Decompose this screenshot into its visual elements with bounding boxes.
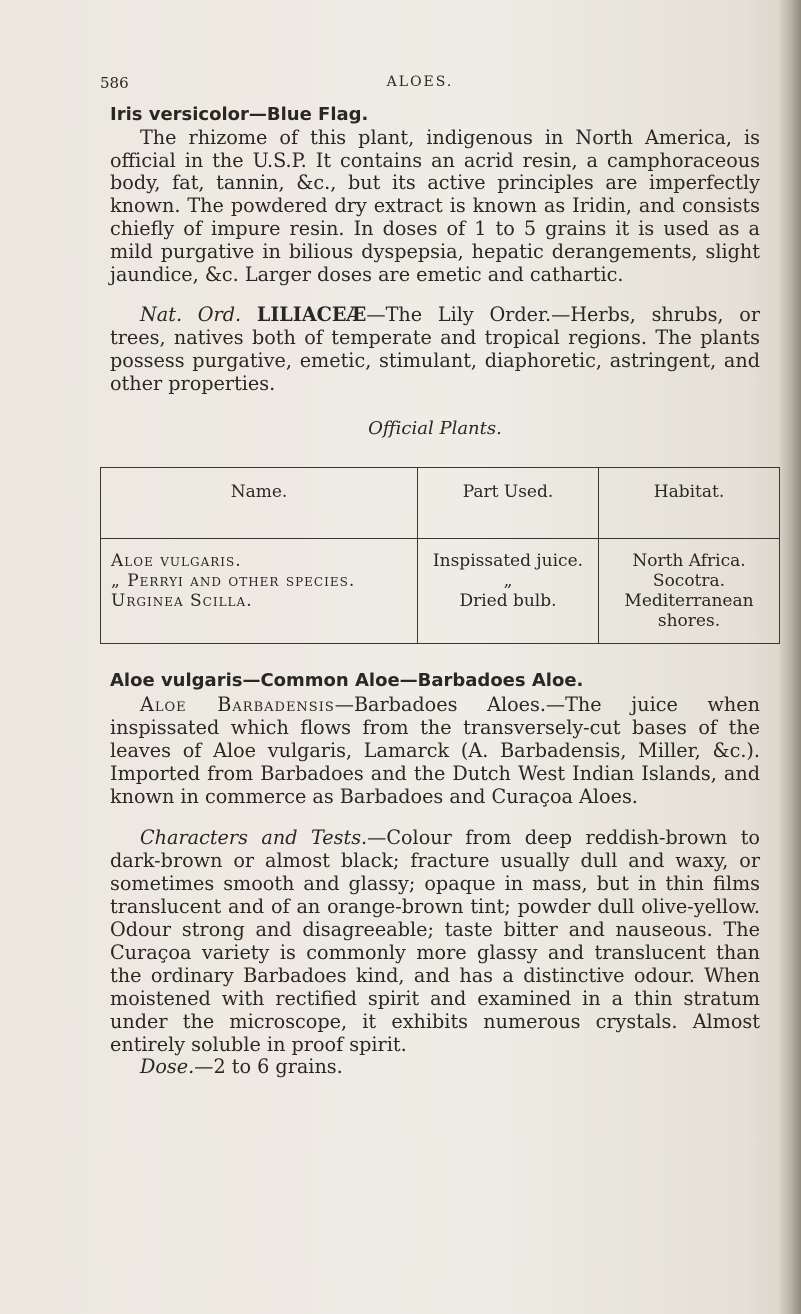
table-title: Official Plants. (368, 417, 502, 439)
page-header (100, 74, 740, 98)
aloe-barbadensis-label: Aloe Barbadensis (140, 693, 335, 717)
aloe-barbadensis-paragraph (110, 693, 760, 808)
liliaceae-name: LILIACEÆ (256, 303, 367, 327)
page-number: 586 (100, 74, 129, 92)
header-part-used: Part Used. (418, 468, 599, 539)
official-plants-table (100, 467, 780, 644)
running-head: ALOES. (386, 74, 454, 90)
spacer (110, 644, 760, 670)
header-habitat: Habitat. (598, 468, 779, 539)
liliaceae-text: —The Lily Order.—Herbs, shrubs, or trees, natives both of temperate and tropical regions. The plants possess purgative, emetic, stimulant, diaphoretic, astringent, and other properties. (110, 303, 760, 395)
aloe-barbadensis-text: —Barbadoes Aloes.—The juice when inspissated which flows from the transversely-cut bases of the leaves of Aloe vulgaris, Lamarck (A. Barbadensis, Miller, &c.). Imported from Barbadoes and the Dutch West Indian Islands, and known in commerce as Barbadoes and Curaçoa Aloes. (110, 693, 760, 809)
habitat: Socotra. (652, 571, 726, 592)
plant-name: Aloe vulgaris. (111, 551, 242, 572)
part-used: Dried bulb. (459, 591, 557, 612)
page-edge (779, 0, 801, 1314)
spacer (110, 808, 760, 826)
iris-heading: Iris versicolor—Blue Flag. (110, 104, 369, 125)
nat-ord-label: Nat. Ord. (140, 303, 242, 327)
characters-text: —Colour from deep reddish-brown to dark-brown or almost black; fracture usually dull and waxy, or sometimes smooth and glassy; opaque in mass, but in thin films translucent and of an orange-brown tint; powder dull olive-yellow. Odour strong and disagreeable; taste bitter and nauseous. The Curaçoa variety is commonly more glassy and translucent than the ordinary Barbadoes kind, and has a distinctive odour. When moistened with rectified spirit and examined in a thin stratum under the microscope, it exhibits numerous crystals. Almost entirely soluble in proof spirit. (110, 826, 760, 1057)
liliaceae-paragraph (110, 304, 760, 395)
characters-label: Characters and Tests. (140, 826, 368, 850)
plant-name: Urginea Scilla. (111, 591, 253, 612)
dose-label: Dose. (140, 1055, 195, 1079)
table-row (101, 539, 780, 644)
names-cell (101, 539, 418, 644)
part-used: Inspissated juice. (432, 551, 584, 572)
habitats-cell (598, 539, 779, 644)
page-content (110, 104, 760, 1079)
plant-name: „ Perryi and other species. (111, 571, 356, 592)
aloe-heading: Aloe vulgaris—Common Aloe—Barbadoes Aloe. (110, 670, 584, 692)
iris-paragraph: The rhizome of this plant, indigenous in North America, is official in the U.S.P. It contains an acrid resin, a camphoraceous body, fat, tannin, &c., but its active principles are imperfectly known. The powdered dry extract is known as Iridin, and consists chiefly of impure resin. In doses of 1 to 5 grains it is used as a mild purgative in bilious dyspepsia, hepatic derangements, slight jaundice, &c. Larger doses are emetic and cathartic. (110, 125, 760, 286)
habitat: North Africa. (632, 551, 746, 572)
characters-paragraph (110, 826, 760, 1056)
dose-text: —2 to 6 grains. (194, 1055, 343, 1079)
header-name: Name. (101, 468, 418, 539)
table-header-row (101, 468, 780, 539)
dose-paragraph (110, 1056, 760, 1079)
spacer (110, 286, 760, 304)
part-used: „ (503, 571, 513, 592)
habitat: Mediterranean shores. (624, 591, 754, 632)
parts-cell (418, 539, 599, 644)
